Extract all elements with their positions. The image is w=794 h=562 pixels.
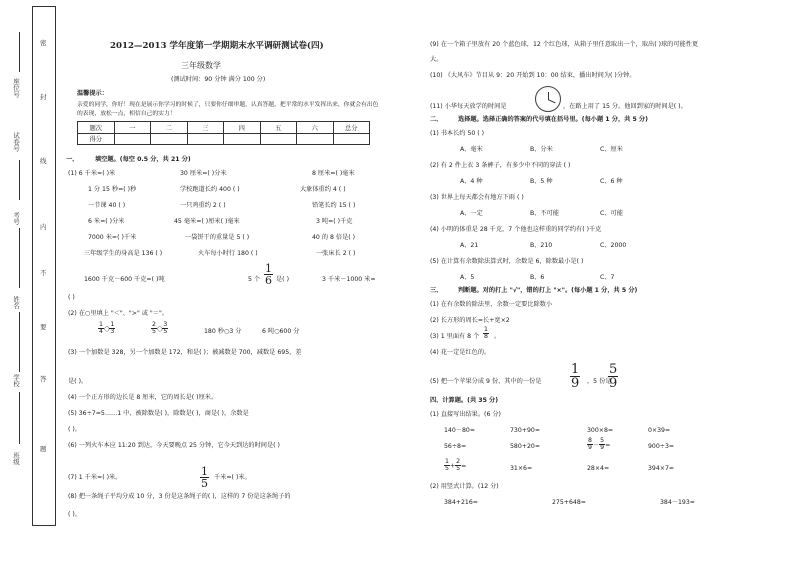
question: (4) 小明的体重是 28 千克，7 个他也这样重的同学约有( )千克 [430,226,602,233]
question: 学校跑道长约 400 ( ) [180,186,240,193]
option: B、6 [530,274,545,281]
question: 一节课 40 ( ) [88,202,126,209]
option: A、5 [460,274,475,281]
denominator: 9 [571,376,580,391]
field-label-exam-no: 考号 [12,212,20,225]
denominator: 4 [99,328,103,336]
field-label-seat: 座位号 [12,78,20,98]
question: 30 厘米=( )分米 [180,170,227,177]
denominator: 9 [609,376,618,391]
exam-subject: 三年级数学 [181,61,221,70]
option: C、6 种 [600,178,623,185]
calc-item: 580+20= [510,443,541,450]
question: 1 分 15 秒=( )秒 [88,186,137,193]
question: 一袋饼干的重量是 5 ( ) [185,234,250,241]
score-header: 二 [151,122,188,134]
calc-item: $\frac{8}{9}$ － $\frac{5}{9}$ = [588,437,611,452]
question: (10) 《大风车》节目从 9：20 开始到 10：00 结束，播出时间为( )分钟。 [430,72,636,79]
question: (9) 在一个箱子里放有 20 个蓝色球，12 个红色球，从箱子里任意取出一个，取出( )球的可能性更 [430,41,699,48]
calc-item: 300×8= [587,427,614,434]
question: 3 吨=( )千克 [316,218,353,225]
score-cell[interactable] [224,133,261,145]
numerator: 1 [265,262,272,275]
field-label-name: 姓名 [12,296,20,309]
question: (4) 一个正方形的边长是 8 厘米，它的周长是( )厘米。 [68,394,218,401]
fraction [264,263,273,286]
option: B、不可能 [530,210,559,217]
exam-info: (测试时间：90 分钟 满分 100 分) [171,76,266,83]
denominator: 9 [588,444,592,452]
compare-item: 180 秒○3 分 [204,328,242,335]
exam-title: 2012—2013 学年度第一学期期末水平调研测试卷(四) [110,41,324,51]
question: 三年级学生的身高是 136 ( ) [84,250,163,257]
question: (11) 小华每天放学的时间是 [430,103,507,110]
option: C、2000 [600,242,627,249]
option: A、毫米 [460,146,483,153]
score-header: 六 [297,122,334,134]
denominator: 5 [152,328,156,336]
question: (1) 直接写出结果。(6 分) [430,411,501,418]
question: (1) 在有余数的除法里，余数一定要比除数小 [430,301,553,308]
calc-item: 384－193= [660,499,695,506]
field-label-paper-no: 试卷号 [12,132,20,152]
question: ( )。 [68,426,81,433]
numerator: 2 [456,458,461,465]
calc-item: 140－80= [444,427,476,434]
fraction [608,363,618,390]
numerator: 3 [163,321,168,328]
calc-item: 900÷3= [648,443,675,450]
field-label-school: 学校 [12,374,20,387]
seal-char: 线 [40,157,47,165]
question: (5) 在计算有余数除法算式时，余数是 6，除数最小是( ) [430,258,584,265]
question: (5) 把一个苹果分成 9 份，其中的一份是 [430,378,542,385]
compare-item: $\frac{2}{5}$ ○ $\frac{3}{5}$ [152,321,168,336]
numerator: 1 [110,321,115,328]
question: (2) 有 2 件上衣 3 条裤子，有多少中不同的穿法 ( ) [430,162,571,169]
question: 铅笔长约 15 ( ) [312,202,356,209]
score-cell[interactable] [114,133,151,145]
section-title: 四、计算题。(共 35 分) [430,397,499,404]
question: 千米=( )米。 [214,474,251,481]
score-header: 五 [260,122,297,134]
fill-line [19,312,20,372]
option: B、分米 [530,146,553,153]
question: (2) 长方形的周长=长+宽×2 [430,317,510,324]
denominator: 6 [265,274,272,287]
section-title: 选择题。选择正确的答案的代号填在括号里。(每小题 1 分，共 5 分) [458,116,648,123]
calc-item: 394×7≈ [648,465,675,472]
question: (2) 用竖式计算。(12 分) [430,483,499,490]
fill-line [19,32,20,72]
calc-item: $\frac{1}{5}$ + $\frac{2}{5}$ = [445,458,467,473]
seal-char: 密 [40,39,47,47]
question: ，在路上用了 15 分。他回到家的时间是( )。 [563,103,687,110]
question: 是( ) [276,276,289,283]
question: (1) 6 千米=( )米 [68,170,116,177]
option: B、210 [530,242,553,249]
question: 一张床长 2 ( ) [316,250,356,257]
question: ( )。 [68,511,81,518]
numerator: 1 [571,362,580,377]
question: 5 个 [248,276,261,283]
question: (1) 书本长约 50 ( ) [430,130,485,137]
denominator: 9 [600,444,605,452]
question: 7000 米=( )千米 [88,234,137,241]
denominator: 8 [484,333,488,341]
score-header: 总分 [333,122,370,134]
fill-line [19,160,20,200]
seal-char: 不 [40,269,47,277]
score-cell[interactable] [187,133,224,145]
score-cell[interactable] [151,133,188,145]
option: C、可能 [600,210,623,217]
numerator: 1 [484,326,488,333]
question: 火车每小时行 180 ( ) [198,250,258,257]
denominator: 5 [456,465,461,473]
option: C、厘米 [600,146,623,153]
question: 45 毫米=( )厘米( )毫米 [174,218,240,225]
question: (3) 1 里面有 8 个 [430,333,480,340]
question: 大象体重约 4 ( ) [300,186,346,193]
question: 8 厘米=( )毫米 [312,170,355,177]
numerator: 1 [99,321,103,328]
score-header: 一 [114,122,151,134]
score-header: 三 [187,122,224,134]
question: 40 的 8 倍是( ) [312,234,356,241]
question: (3) 世界上每天都会有地方下雨 ( ) [430,194,524,201]
numerator: 5 [609,362,618,377]
question: 3 千米－1000 米= [322,276,376,283]
fraction [570,363,580,390]
score-table [77,121,370,145]
calc-item: 31×6≈ [510,465,533,472]
score-header: 四 [224,122,261,134]
score-cell[interactable] [297,133,334,145]
denominator: 3 [110,328,115,336]
score-row-label: 得分 [78,133,115,145]
option: A、21 [460,242,479,249]
question: (5) 36÷7=5……1 中，被除数是( )，除数是( )，商是( )，余数是 [68,410,249,417]
seal-char: 内 [40,223,47,231]
calc-item: 0×39= [648,427,671,434]
option: A、一定 [460,210,483,217]
section-number: 三、 [430,287,443,294]
seal-char: 要 [40,323,47,331]
question: 1600 千克－600 千克=( )吨 [84,276,165,283]
compare-item: 6 吨○600 分 [262,328,300,335]
calc-item: 384+216= [444,499,478,506]
option: C、7 [600,274,615,281]
tips-label: 温馨提示： [77,90,108,97]
question: 是( )。 [68,378,88,385]
seal-char: 封 [40,93,47,101]
section-number: 一、 [66,156,79,163]
denominator: 5 [163,328,168,336]
numerator: 8 [588,437,592,444]
fill-line [19,392,20,444]
calc-item: 730+90= [510,427,541,434]
question: (7) 1 千米=( )米。 [68,474,122,481]
field-label-class: 班级 [12,452,20,465]
fill-line [19,228,20,288]
tips-text: 亲爱的同学，你好！现在是展示你学习的时候了，只要你仔细审题，认真答题，把平常的水平发挥出来，你就会有出色的表现，放松一点，相信自己的实力！ [77,102,379,117]
section-title: 填空题。(每空 0.5 分，共 21 分) [95,156,191,163]
clock-icon [535,86,561,112]
calc-item: 275+648= [552,499,586,506]
denominator: 5 [445,465,449,473]
numerator: 1 [201,465,208,478]
seal-char: 答 [40,375,47,383]
answer-blank: ( ) [68,294,75,301]
question: (8) 把一条绳子平均分成 10 分，3 份是这条绳子的( )，这样的 7 份是这条绳子的 [68,493,291,500]
question: ，5 份是 [587,378,612,385]
numerator: 2 [152,321,156,328]
question: (4) 花一定是红色的。 [430,349,491,356]
score-cell[interactable] [333,133,370,145]
compare-item: $\frac{1}{4}$ ○ $\frac{1}{3}$ [99,321,115,336]
question: 6 米=( )分米 [88,218,125,225]
question: 一只鸡重约 2 ( ) [180,202,226,209]
option: B、5 种 [530,178,553,185]
question: (3) 一个加数是 328，另一个加数是 172，和是( )；被减数是 700，减数是 695，差 [68,349,302,356]
question: (6) 一列火车本应 11:20 到达，今天要晚点 25 分钟，它今天到达的时间是( ) [68,442,280,449]
question: 。 [494,333,501,340]
fraction [483,327,489,340]
section-number: 二、 [430,116,443,123]
score-header: 题次 [78,122,115,134]
calc-item: 56÷8= [444,443,467,450]
option: A、4 种 [460,178,483,185]
question: (2) 在○里填上 "＜"、">" 或 "＝"。 [68,310,168,317]
section-title: 判断题。对的打上 "√"，错的打上 "×"。(每小题 1 分，共 5 分) [458,287,638,294]
denominator: 5 [201,477,208,490]
seal-char: 题 [40,445,47,453]
calc-item: 28×4≈ [587,465,610,472]
numerator: 1 [445,458,449,465]
numerator: 5 [600,437,605,444]
fraction [200,466,209,489]
score-cell[interactable] [260,133,297,145]
question: 大。 [430,56,443,63]
